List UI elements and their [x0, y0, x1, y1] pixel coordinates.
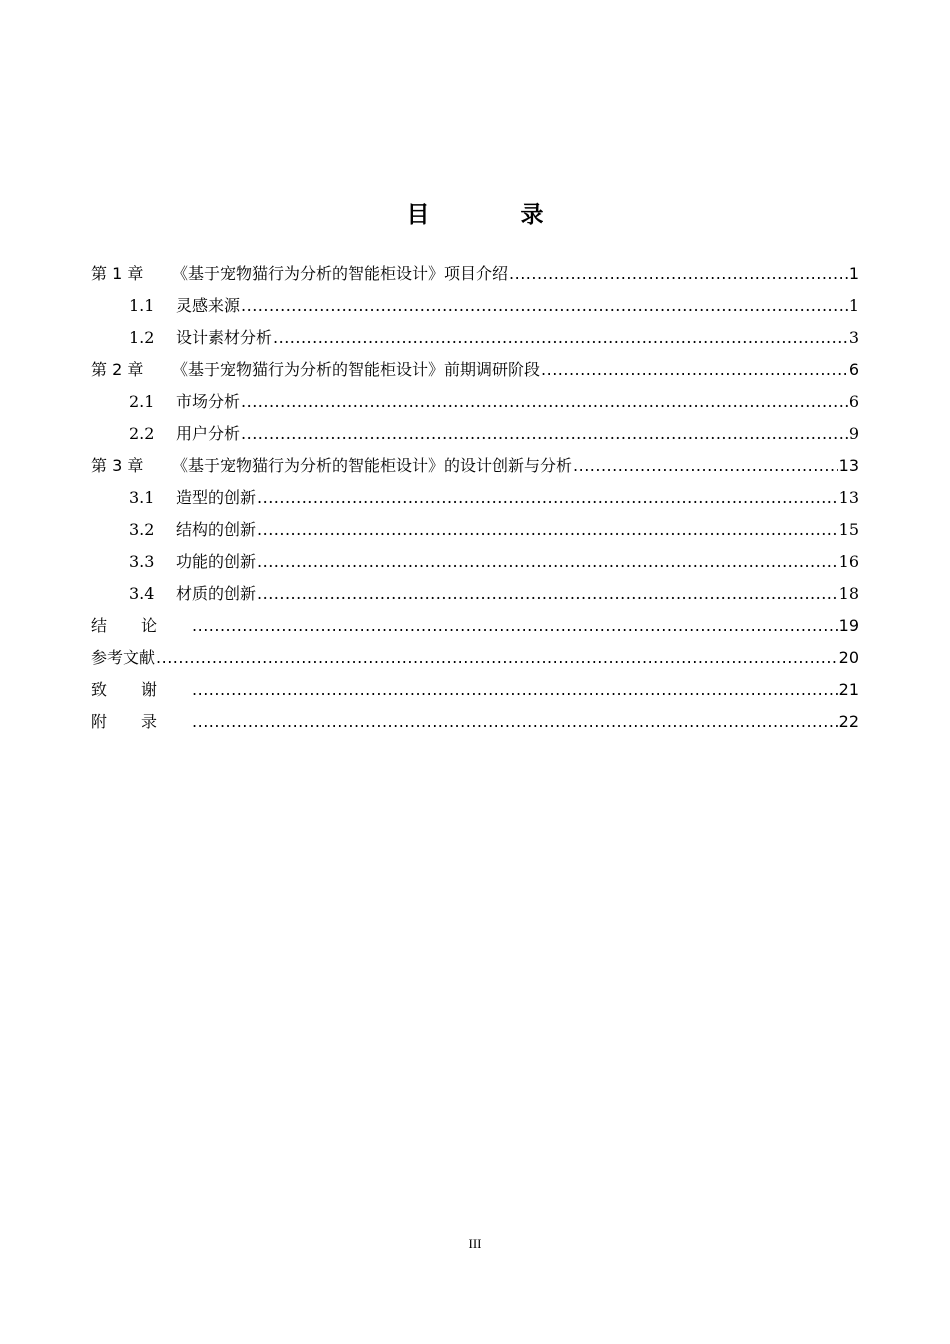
dot-leader [573, 450, 838, 482]
dot-leader [257, 546, 838, 578]
page-number: III [468, 1236, 482, 1251]
toc-entry-title: 结论 [91, 616, 192, 635]
toc-entry-page: 13 [838, 456, 859, 475]
toc-entry-acknowledgements[interactable] [91, 674, 859, 706]
toc-entry-section-3-4[interactable] [91, 578, 859, 610]
toc-entry-number: 2.1 [129, 392, 155, 411]
toc-entry-number: 1.2 [129, 328, 155, 347]
toc-entry-title: 参考文献 [91, 648, 156, 667]
toc-entry-number: 3.2 [129, 520, 155, 539]
toc-entry-page: 9 [848, 424, 859, 443]
dot-leader [192, 674, 838, 706]
toc-entry-page: 19 [838, 616, 859, 635]
toc-entry-section-1-2[interactable] [91, 322, 859, 354]
toc-entry-page: 15 [838, 520, 859, 539]
dot-leader [273, 322, 848, 354]
toc-entry-appendix[interactable] [91, 706, 859, 738]
toc-entry-section-2-1[interactable] [91, 386, 859, 418]
toc-entry-page: 21 [838, 680, 859, 699]
toc-entry-page: 1 [848, 296, 859, 315]
toc-entry-number: 3.1 [129, 488, 155, 507]
toc-entry-references[interactable] [91, 642, 859, 674]
toc-entry-number: 2.2 [129, 424, 155, 443]
toc-entry-page: 13 [838, 488, 859, 507]
toc-title: 目 录 [406, 202, 578, 228]
toc-entry-title: 灵感来源 [176, 296, 241, 315]
toc-entry-title: 造型的创新 [176, 488, 257, 507]
toc-entry-section-1-1[interactable] [91, 290, 859, 322]
table-of-contents [91, 258, 859, 738]
dot-leader [156, 642, 838, 674]
toc-entry-section-3-2[interactable] [91, 514, 859, 546]
toc-entry-title: 《基于宠物猫行为分析的智能柜设计》的设计创新与分析 [172, 456, 573, 475]
dot-leader [241, 290, 848, 322]
toc-entry-title: 《基于宠物猫行为分析的智能柜设计》前期调研阶段 [172, 360, 541, 379]
toc-entry-title: 功能的创新 [176, 552, 257, 571]
toc-entry-number: 第 2 章 [91, 360, 144, 379]
toc-entry-number: 3.3 [129, 552, 155, 571]
dot-leader [257, 514, 838, 546]
dot-leader [241, 418, 848, 450]
toc-entry-title: 设计素材分析 [176, 328, 273, 347]
toc-entry-number: 第 3 章 [91, 456, 144, 475]
toc-entry-chapter-3[interactable] [91, 450, 859, 482]
toc-entry-page: 16 [838, 552, 859, 571]
toc-entry-number: 1.1 [129, 296, 155, 315]
toc-entry-title: 《基于宠物猫行为分析的智能柜设计》项目介绍 [172, 264, 509, 283]
toc-entry-page: 3 [848, 328, 859, 347]
toc-entry-title: 致谢 [91, 680, 192, 699]
toc-entry-title: 用户分析 [176, 424, 241, 443]
toc-entry-page: 1 [848, 264, 859, 283]
toc-entry-section-3-3[interactable] [91, 546, 859, 578]
dot-leader [192, 706, 838, 738]
toc-entry-page: 6 [848, 360, 859, 379]
dot-leader [257, 578, 838, 610]
dot-leader [541, 354, 848, 386]
toc-entry-page: 20 [838, 648, 859, 667]
dot-leader [241, 386, 848, 418]
toc-entry-number: 第 1 章 [91, 264, 144, 283]
toc-entry-title: 市场分析 [176, 392, 241, 411]
toc-entry-number: 3.4 [129, 584, 155, 603]
toc-entry-chapter-2[interactable] [91, 354, 859, 386]
toc-entry-section-2-2[interactable] [91, 418, 859, 450]
toc-entry-page: 22 [838, 712, 859, 731]
dot-leader [509, 258, 848, 290]
toc-entry-section-3-1[interactable] [91, 482, 859, 514]
toc-entry-page: 18 [838, 584, 859, 603]
toc-entry-title: 材质的创新 [176, 584, 257, 603]
toc-entry-conclusion[interactable] [91, 610, 859, 642]
toc-entry-page: 6 [848, 392, 859, 411]
dot-leader [192, 610, 838, 642]
toc-entry-chapter-1[interactable] [91, 258, 859, 290]
dot-leader [257, 482, 838, 514]
toc-entry-title: 结构的创新 [176, 520, 257, 539]
toc-entry-title: 附录 [91, 712, 192, 731]
